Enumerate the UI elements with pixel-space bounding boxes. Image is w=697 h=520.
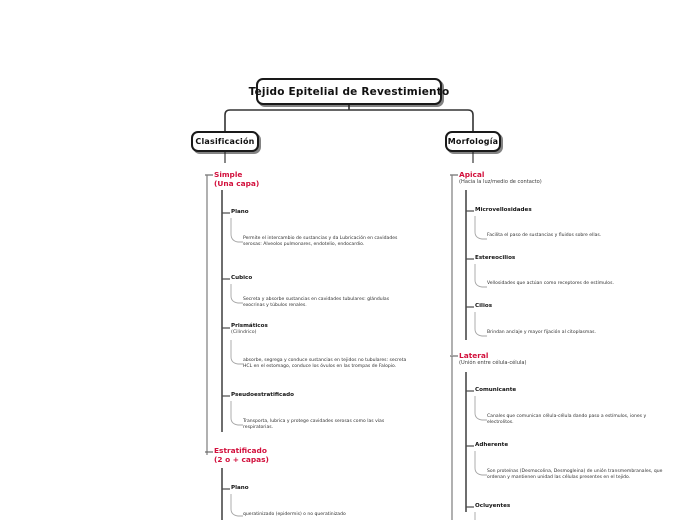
category-simple[interactable]	[214, 170, 259, 188]
desc-cubico: Secreta y absorbe sustancias en cavidades tubulares: glándulas exocrinas y túbulos renales.	[243, 297, 390, 309]
desc-plano-simple: Permite el intercambio de sustancias y da Lubricación en cavidades serosas: Alveolos pulmonares, endotelio, endocardio.	[243, 236, 398, 248]
item-microvellosidades-title: Microvellosidades	[475, 207, 532, 213]
item-prismaticos[interactable]	[231, 323, 268, 337]
branch-node-clasificacion[interactable]: Clasificación	[191, 131, 259, 152]
item-estereocilios[interactable]	[475, 255, 515, 262]
item-microvellosidades[interactable]	[475, 207, 532, 214]
branch-node-morfologia[interactable]: Morfología	[445, 131, 501, 152]
desc-plano-estratificado: queratinizado (epidermis) o no queratinizado	[243, 512, 346, 517]
item-ocluyentes-title: Ocluyentes	[475, 503, 511, 509]
item-estereocilios-title: Estereocilios	[475, 255, 516, 261]
category-apical[interactable]	[459, 170, 542, 186]
item-plano-estratificado[interactable]	[231, 485, 249, 492]
desc-prismaticos: absorbe, segrega y conduce sustancias en tejidos no tubulares: secreta HCL en el estomago, conduce los óvulos en las trompas de Falopio.	[243, 358, 407, 370]
item-cilios-title: Cilios	[475, 303, 493, 309]
desc-comunicante: Canales que comunican célula-célula dando paso a estímulos, iones y electrolitos.	[487, 414, 647, 426]
item-cubico[interactable]	[231, 275, 252, 282]
desc-estereocilios: Vellosidades que actúan como receptores de estímulos.	[487, 281, 614, 286]
category-apical-title: Apical	[459, 170, 485, 179]
category-simple-title: Simple	[214, 170, 243, 179]
item-adherente-title: Adherente	[475, 442, 509, 448]
root-node[interactable]: Tejido Epitelial de Revestimiento	[256, 78, 442, 105]
item-cilios[interactable]	[475, 303, 492, 310]
item-adherente[interactable]	[475, 442, 508, 449]
desc-adherente: Son proteínas (Desmocolina, Desmogleina) de unión transmembranales, que ordenan y mantienen unidad las células presentes en el tejido.	[487, 469, 663, 481]
category-lateral[interactable]	[459, 351, 526, 367]
category-lateral-title: Lateral	[459, 351, 489, 360]
item-cubico-title: Cubico	[231, 275, 253, 281]
desc-pseudoestratificado: Transporta, lubrica y protege cavidades serosas como las vías respiratorias.	[243, 419, 385, 431]
item-pseudoestratificado-title: Pseudoestratificado	[231, 392, 294, 398]
item-pseudoestratificado[interactable]	[231, 392, 294, 399]
item-plano-simple-title: Plano	[231, 209, 249, 215]
category-estratificado-title: Estratificado	[214, 446, 267, 455]
item-prismaticos-title: Prismáticos	[231, 323, 268, 329]
item-plano-simple[interactable]	[231, 209, 249, 216]
item-plano-estratificado-title: Plano	[231, 485, 249, 491]
item-prismaticos-note: (Cilíndrico)	[231, 330, 257, 336]
item-comunicante[interactable]	[475, 387, 516, 394]
item-ocluyentes[interactable]	[475, 503, 510, 510]
category-estratificado[interactable]	[214, 446, 269, 464]
category-lateral-note: (Unión entre célula-célula)	[459, 360, 527, 367]
category-simple-subtitle: (Una capa)	[214, 179, 260, 189]
item-comunicante-title: Comunicante	[475, 387, 517, 393]
category-apical-note: (Hacia la luz/medio de contacto)	[459, 179, 542, 186]
desc-microvellosidades: Facilita el paso de sustancias y fluidos sobre ellas.	[487, 233, 602, 238]
category-estratificado-subtitle: (2 o + capas)	[214, 455, 269, 465]
desc-cilios: Brindan anclaje y mayor fijación al citoplasmas.	[487, 330, 596, 335]
